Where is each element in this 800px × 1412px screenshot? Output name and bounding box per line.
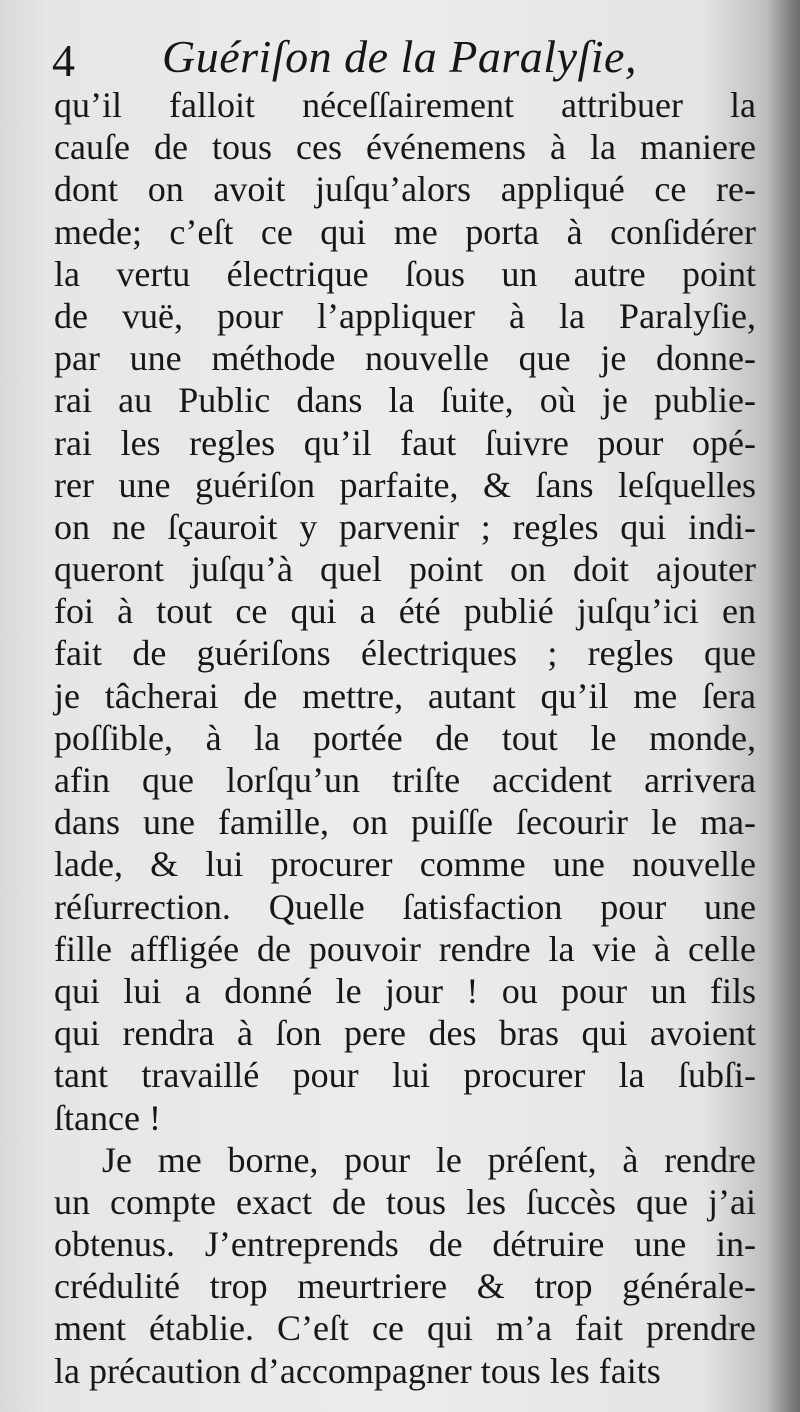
text-line: qui rendra à ſon pere des bras qui avoient — [54, 1013, 756, 1054]
text-line: rer une guériſon parfaite, & ſans leſquelles — [54, 464, 756, 505]
text-line: rai au Public dans la ſuite, où je publie- — [54, 380, 756, 421]
text-line: fait de guériſons électriques ; regles que — [54, 633, 756, 674]
text-line: la précaution d’accompagner tous les faits — [54, 1350, 661, 1391]
page-number: 4 — [52, 35, 75, 86]
text-line: ment établie. C’eſt ce qui m’a fait prendre — [54, 1308, 756, 1349]
text-line: obtenus. J’entreprends de détruire une in- — [54, 1224, 756, 1265]
text-line: tant travaillé pour lui procurer la ſubſi- — [54, 1055, 756, 1096]
text-line: poſſible, à la portée de tout le monde, — [54, 717, 756, 758]
text-line: la vertu électrique ſous un autre point — [54, 253, 756, 294]
text-line: on ne ſçauroit y parvenir ; regles qui indi- — [54, 506, 756, 547]
text-line: réſurrection. Quelle ſatisfaction pour une — [54, 886, 756, 927]
text-line: crédulité trop meurtriere & trop générale- — [54, 1266, 756, 1307]
text-line: ſtance ! — [54, 1097, 161, 1138]
text-line: de vuë, pour l’appliquer à la Paralyſie, — [54, 295, 756, 336]
text-line: je tâcherai de mettre, autant qu’il me ſera — [54, 675, 756, 716]
text-line: fille affligée de pouvoir rendre la vie à celle — [54, 928, 756, 969]
text-line: cauſe de tous ces événemens à la maniere — [54, 127, 756, 168]
text-line: rai les regles qu’il faut ſuivre pour opé- — [54, 422, 756, 463]
text-line: par une méthode nouvelle que je donne- — [54, 338, 756, 379]
text-line: foi à tout ce qui a été publié juſqu’ici en — [54, 591, 756, 632]
text-line: qui lui a donné le jour ! ou pour un fils — [54, 970, 756, 1011]
running-title: Guériſon de la Paralyſie, — [162, 31, 637, 82]
text-line: dans une famille, on puiſſe ſecourir le ma- — [54, 802, 756, 843]
text-line: qu’il falloit néceſſairement attribuer la — [54, 85, 756, 125]
paragraph-start-line: Je me borne, pour le préſent, à rendre — [102, 1139, 756, 1180]
text-line: afin que lorſqu’un triſte accident arrivera — [54, 760, 756, 800]
text-line: un compte exact de tous les ſuccès que j’ai — [54, 1181, 756, 1222]
text-line: queront juſqu’à quel point on doit ajouter — [54, 549, 756, 590]
text-line: dont on avoit juſqu’alors appliqué ce re- — [54, 169, 756, 210]
page-header — [52, 31, 752, 90]
text-line: mede; c’eſt ce qui me porta à conſidérer — [54, 211, 756, 252]
text-line: lade, & lui procurer comme une nouvelle — [54, 844, 756, 885]
body-text — [54, 84, 756, 1392]
